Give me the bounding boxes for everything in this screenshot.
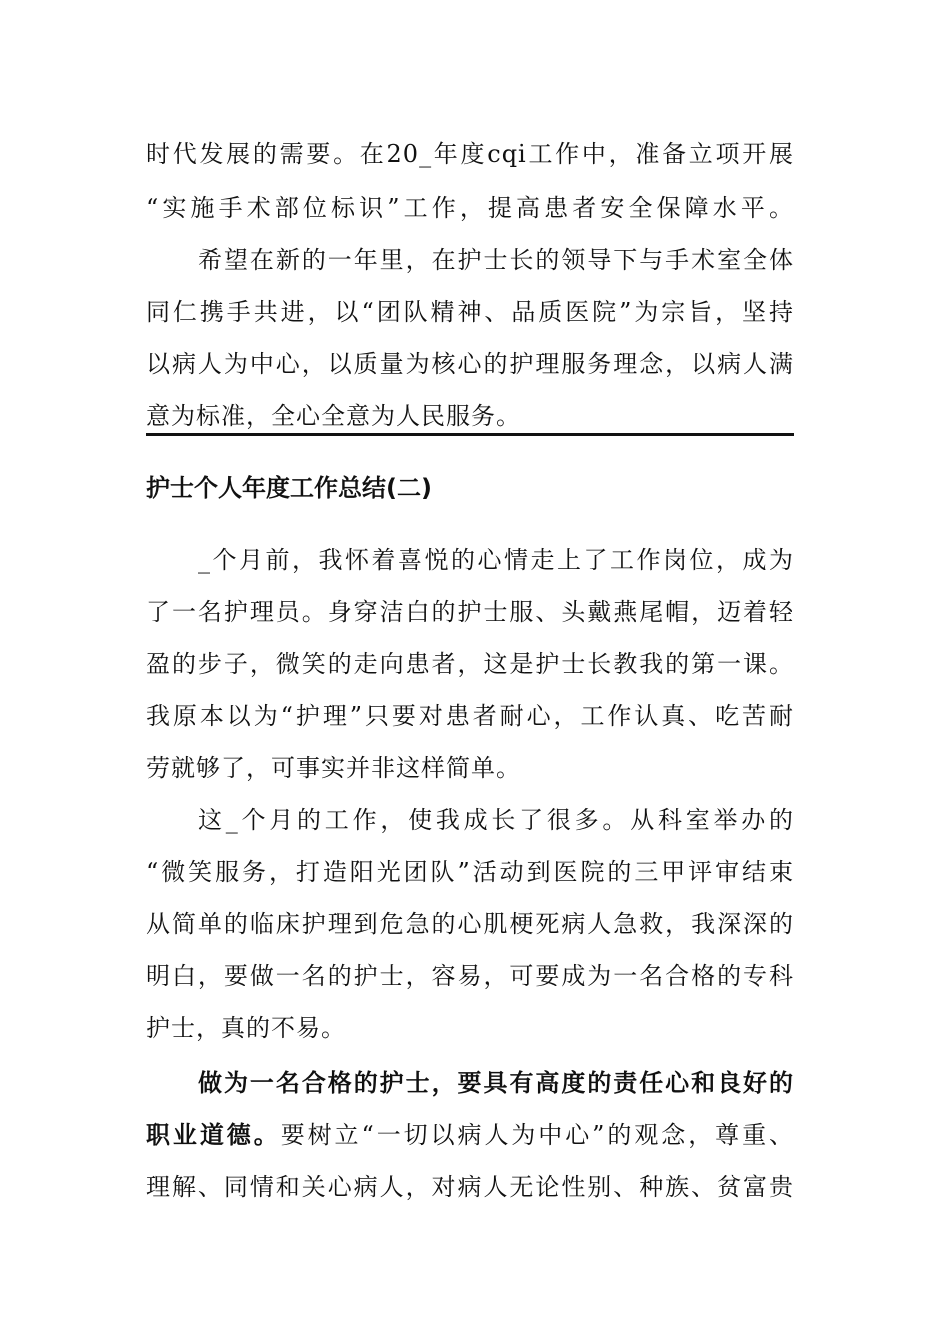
- paragraph-line: “微笑服务，打造阳光团队”活动到医院的三甲评审结束: [146, 858, 794, 886]
- paragraph-line-bold: 做为一名合格的护士，要具有高度的责任心和良好的: [198, 1068, 794, 1097]
- paragraph-line: 了一名护理员。身穿洁白的护士服、头戴燕尾帽，迈着轻: [146, 598, 794, 626]
- paragraph-line: 意为标准，全心全意为人民服务。: [146, 402, 521, 430]
- paragraph-line: 明白，要做一名的护士，容易，可要成为一名合格的专科: [146, 962, 794, 990]
- paragraph-line: 劳就够了，可事实并非这样简单。: [146, 754, 521, 782]
- horizontal-rule: [146, 433, 794, 436]
- bold-phrase: 职业道德。: [146, 1120, 281, 1149]
- paragraph-line: 从简单的临床护理到危急的心肌梗死病人急救，我深深的: [146, 910, 794, 938]
- paragraph-line: 我原本以为“护理”只要对患者耐心，工作认真、吃苦耐: [146, 702, 794, 730]
- paragraph-line: _个月前，我怀着喜悦的心情走上了工作岗位，成为: [198, 546, 794, 574]
- paragraph-line: 理解、同情和关心病人，对病人无论性别、种族、贫富贵: [146, 1173, 794, 1201]
- paragraph-line: [146, 1120, 794, 1150]
- section-heading: 护士个人年度工作总结(二): [146, 474, 432, 502]
- paragraph-line: 盈的步子，微笑的走向患者，这是护士长教我的第一课。: [146, 650, 794, 678]
- paragraph-text: 要树立“一切以病人为中心”的观念，尊重、: [280, 1121, 794, 1149]
- paragraph-line: 这_个月的工作，使我成长了很多。从科室举办的: [198, 806, 794, 834]
- paragraph-line: 以病人为中心，以质量为核心的护理服务理念，以病人满: [146, 350, 794, 378]
- paragraph-line: 希望在新的一年里，在护士长的领导下与手术室全体: [198, 246, 794, 274]
- paragraph-line: 护士，真的不易。: [146, 1014, 346, 1042]
- paragraph-line: 时代发展的需要。在20_年度cqi工作中，准备立项开展: [146, 140, 794, 168]
- paragraph-line: “实施手术部位标识”工作，提高患者安全保障水平。: [146, 194, 794, 222]
- paragraph-line: 同仁携手共进，以“团队精神、品质医院”为宗旨，坚持: [146, 298, 794, 326]
